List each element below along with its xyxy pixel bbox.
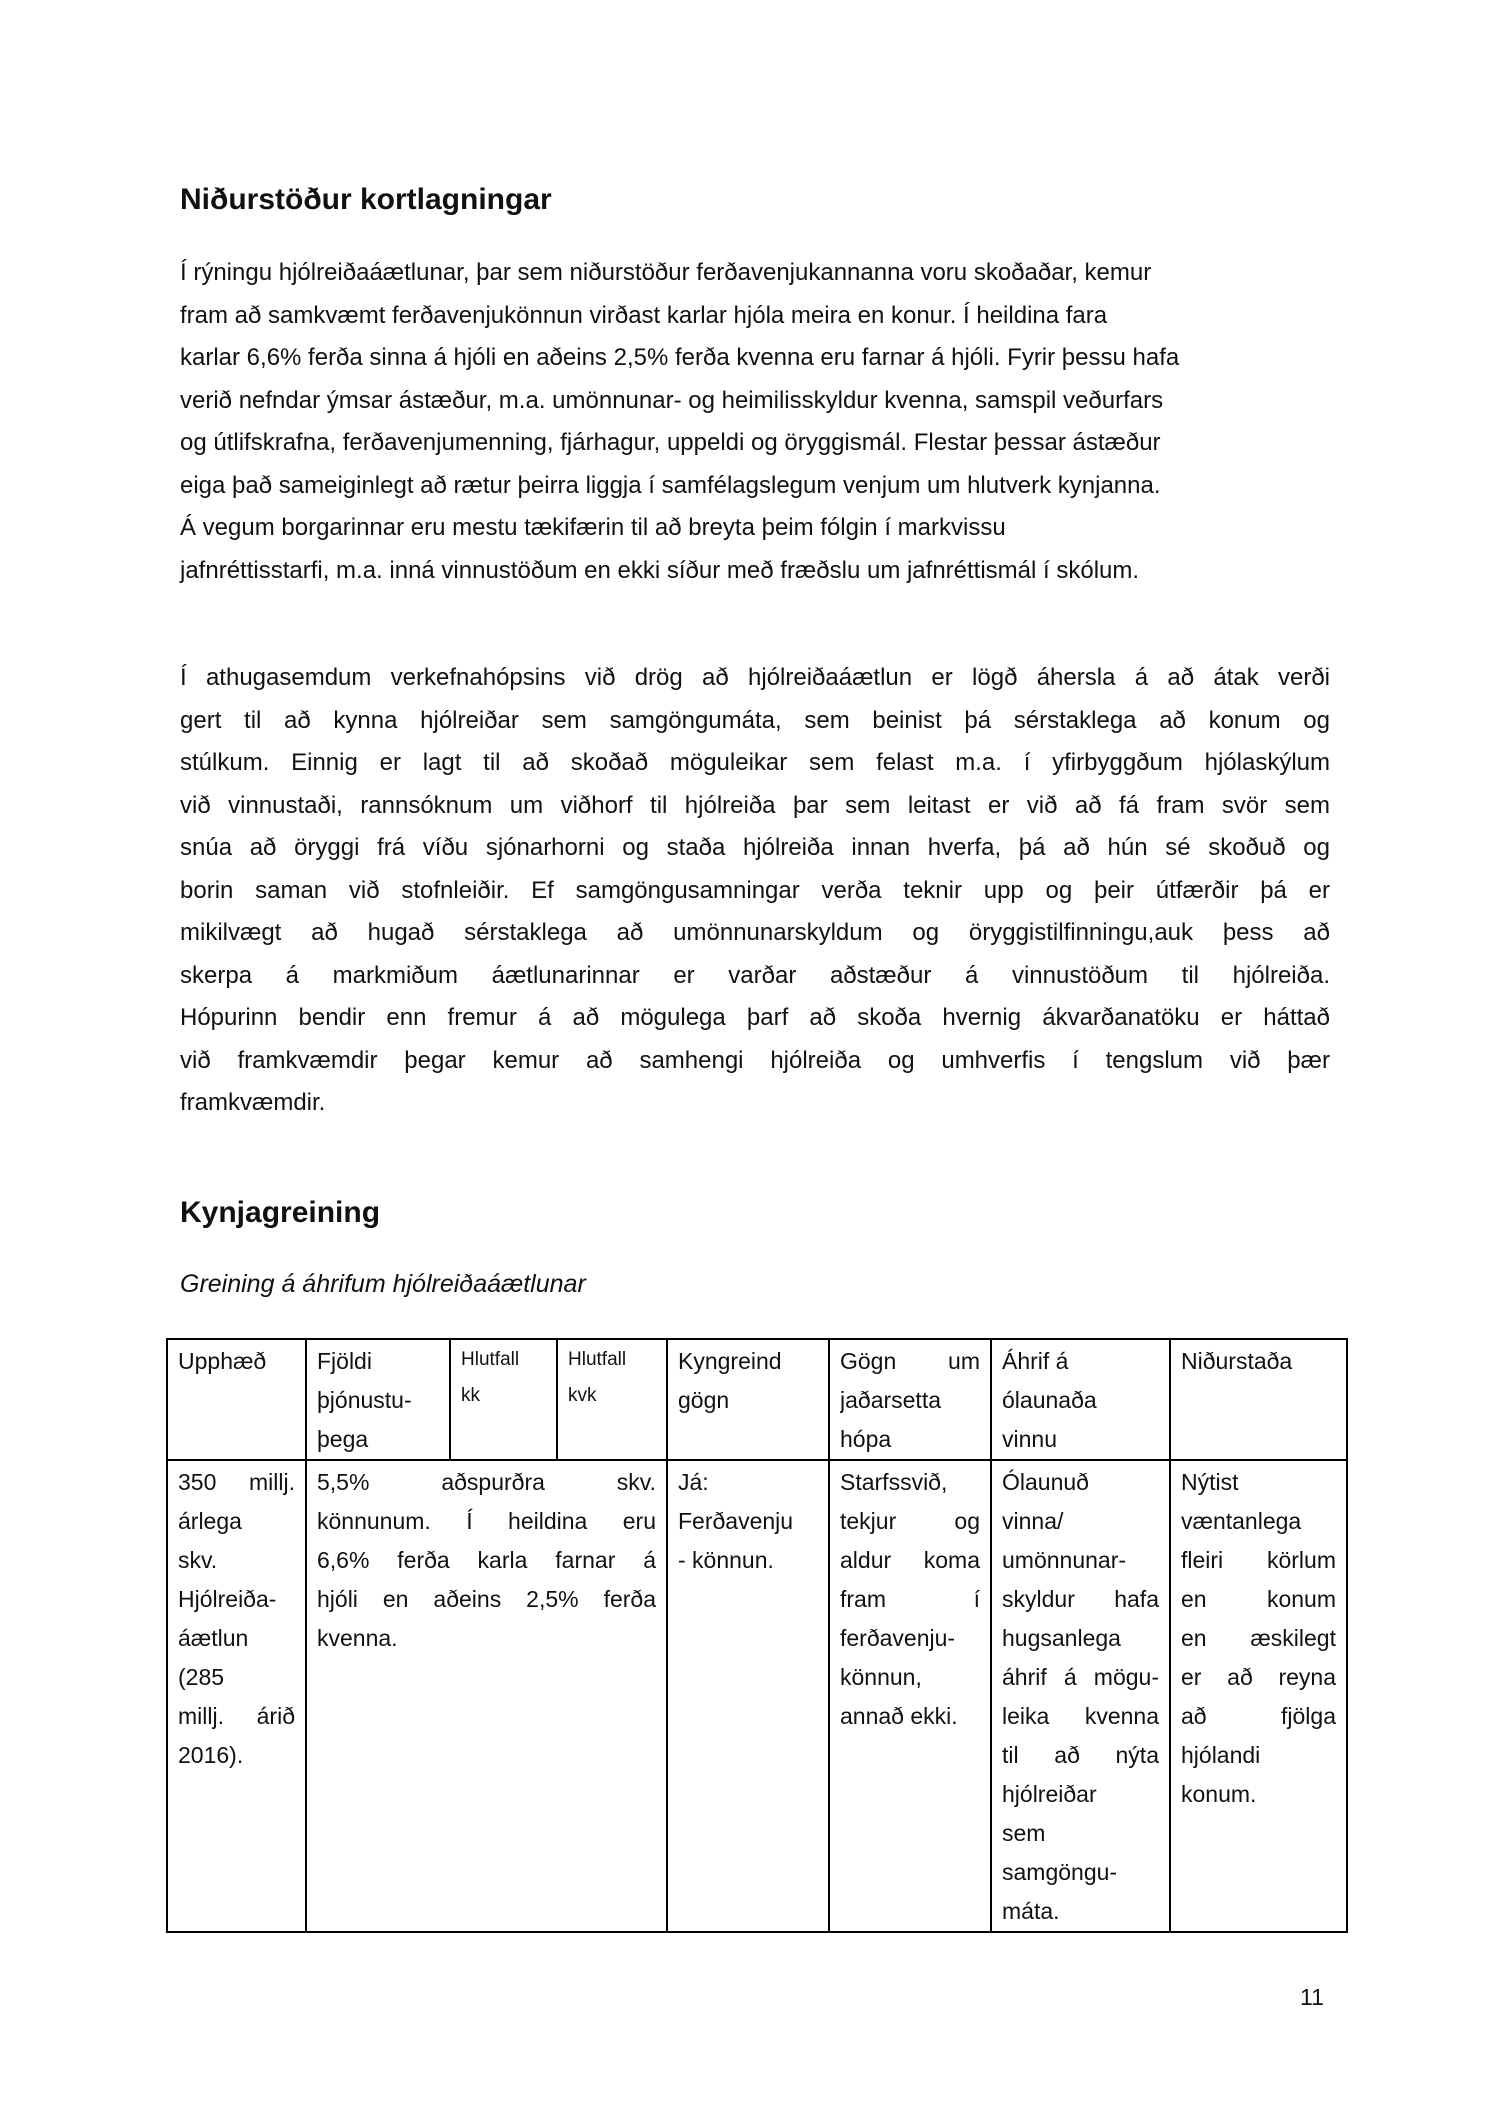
table-cell [306, 1460, 667, 1932]
text-line: karlar 6,6% ferða sinna á hjóli en aðeins 2,5% ferða kvenna eru farnar á hjóli. Fyrir þessu hafa [180, 344, 1180, 371]
cell-line: (285 [178, 1664, 225, 1690]
cell-line: hjóli en aðeins 2,5% ferða [317, 1586, 656, 1612]
text-line: Á vegum borgarinnar eru mestu tækifærin til að breyta þeim fólgin í markvissu [180, 514, 1006, 541]
text-line: borin saman við stofnleiðir. Ef samgöngusamningar verða teknir upp og þeir útfærðir þá er [180, 876, 1330, 904]
cell-line: hjólreiðar [1002, 1781, 1097, 1807]
cell-line: - könnun. [678, 1547, 774, 1573]
text-line: gert til að kynna hjólreiðar sem samgöngumáta, sem beinist þá sérstaklega að konum og [180, 706, 1330, 734]
text-line: við framkvæmdir þegar kemur að samhengi hjólreiða og umhverfis í tengslum við þær [180, 1046, 1330, 1074]
header-cell [557, 1339, 667, 1460]
cell-line: jaðarsetta [840, 1387, 942, 1413]
cell-line: er að reyna [1181, 1664, 1336, 1690]
text-line: eiga það sameiginlegt að rætur þeirra liggja í samfélagslegum venjum um hlutverk kynjanna. [180, 471, 1161, 499]
cell-line: hópa [840, 1426, 892, 1452]
gender-analysis-table [166, 1338, 1348, 1933]
header-cell [1170, 1339, 1347, 1460]
table-caption: Greining á áhrifum hjólreiðaáætlunar [180, 1270, 586, 1298]
text-line: snúa að öryggi frá víðu sjónarhorni og staða hjólreiða innan hverfa, þá að hún sé skoðuð og [180, 834, 1330, 861]
cell-line: skv. [178, 1547, 218, 1573]
cell-line: Starfssvið, [840, 1469, 948, 1495]
section-heading-gender-analysis: Kynjagreining [180, 1196, 381, 1229]
cell-line: Fjöldi [317, 1348, 372, 1374]
cell-line: sem [1002, 1820, 1046, 1846]
text-line: Í rýningu hjólreiðaáætlunar, þar sem niðurstöður ferðavenjukannanna voru skoðaðar, kemur [180, 259, 1152, 286]
cell-line: Nýtist [1181, 1469, 1239, 1495]
cell-line: kvenna. [317, 1625, 398, 1651]
cell-line: aldur koma [840, 1547, 980, 1573]
table-cell [167, 1460, 306, 1932]
cell-line: gögn [678, 1387, 730, 1413]
cell-line: konum. [1181, 1781, 1257, 1807]
cell-line: hjólandi [1181, 1742, 1261, 1768]
table-cell [1170, 1460, 1347, 1932]
cell-line: að fjölga [1181, 1703, 1336, 1729]
section-heading-results: Niðurstöður kortlagningar [180, 183, 552, 216]
cell-line: 5,5% aðspurðra skv. [317, 1469, 656, 1495]
cell-line: Niðurstaða [1181, 1348, 1293, 1374]
text-line: Í athugasemdum verkefnahópsins við drög að hjólreiðaáætlun er lögð áhersla á að átak verði [180, 664, 1330, 691]
cell-line: ólaunaða [1002, 1387, 1097, 1413]
text-line: jafnréttisstarfi, m.a. inná vinnustöðum en ekki síður með fræðslu um jafnréttismál í skólum. [180, 556, 1140, 584]
page-number: 11 [1300, 1984, 1324, 2010]
cell-line: þega [317, 1426, 369, 1452]
paragraph-working-group [180, 657, 1330, 1125]
cell-line: Hlutfall [568, 1349, 627, 1370]
cell-line: 6,6% ferða karla farnar á [317, 1547, 656, 1573]
cell-line: Hlutfall [461, 1349, 520, 1370]
text-line: Hópurinn bendir enn fremur á að mögulega þarf að skoða hvernig ákvarðanatöku er háttað [180, 1004, 1330, 1031]
cell-line: fleiri körlum [1181, 1547, 1336, 1573]
header-cell [667, 1339, 829, 1460]
cell-line: millj. árið [178, 1703, 295, 1729]
cell-line: kvk [568, 1385, 597, 1406]
cell-line: árlega [178, 1508, 242, 1534]
header-cell [829, 1339, 991, 1460]
cell-line: kk [461, 1385, 480, 1406]
cell-line: ferðavenju- [840, 1625, 956, 1651]
cell-line: 2016). [178, 1742, 244, 1768]
cell-line: Ólaunuð [1002, 1469, 1089, 1495]
text-line: fram að samkvæmt ferðavenjukönnun virðast karlar hjóla meira en konur. Í heildina fara [180, 301, 1108, 329]
cell-line: tekjur og [840, 1508, 980, 1534]
header-cell [450, 1339, 557, 1460]
table-row [167, 1460, 1347, 1932]
cell-line: Ferðavenju [678, 1508, 794, 1534]
cell-line: Upphæð [178, 1348, 267, 1374]
cell-line: þjónustu- [317, 1387, 412, 1413]
cell-line: Kyngreind [678, 1348, 782, 1374]
text-line: og útlifskrafna, ferðavenjumenning, fjárhagur, uppeldi og öryggismál. Flestar þessar ástæður [180, 429, 1161, 456]
cell-line: Hjólreiða- [178, 1586, 277, 1612]
paragraph-results [180, 252, 1330, 592]
cell-line: skyldur hafa [1002, 1586, 1159, 1612]
cell-line: samgöngu- [1002, 1859, 1118, 1885]
text-line: við vinnustaði, rannsóknum um viðhorf til hjólreiða þar sem leitast er við að fá fram svör sem [180, 791, 1330, 819]
cell-line: könnun, [840, 1664, 922, 1690]
cell-line: væntanlega [1181, 1508, 1302, 1534]
cell-line: vinna/ [1002, 1508, 1064, 1534]
cell-line: Já: [678, 1469, 709, 1495]
cell-line: könnunum. Í heildina eru [317, 1508, 656, 1534]
header-cell [167, 1339, 306, 1460]
text-line: skerpa á markmiðum áætlunarinnar er varðar aðstæður á vinnustöðum til hjólreiða. [180, 961, 1330, 989]
cell-line: áætlun [178, 1625, 249, 1651]
cell-line: umönnunar- [1002, 1547, 1127, 1573]
cell-line: 350 millj. [178, 1469, 295, 1495]
header-cell [991, 1339, 1170, 1460]
table-header-row [167, 1339, 1347, 1460]
table-cell [991, 1460, 1170, 1932]
cell-line: Áhrif á [1002, 1348, 1069, 1374]
text-line: framkvæmdir. [180, 1089, 326, 1116]
text-line: verið nefndar ýmsar ástæður, m.a. umönnunar- og heimilisskyldur kvenna, samspil veðurfars [180, 386, 1164, 414]
cell-line: áhrif á mögu- [1002, 1664, 1159, 1690]
cell-line: leika kvenna [1002, 1703, 1159, 1729]
cell-line: fram í [840, 1586, 980, 1612]
cell-line: en æskilegt [1181, 1625, 1336, 1651]
text-line: mikilvægt að hugað sérstaklega að umönnunarskyldum og öryggistilfinningu,auk þess að [180, 919, 1330, 946]
cell-line: Gögn um [840, 1348, 980, 1374]
cell-line: til að nýta [1002, 1742, 1159, 1768]
header-cell [306, 1339, 450, 1460]
text-line: stúlkum. Einnig er lagt til að skoðað möguleikar sem felast m.a. í yfirbyggðum hjólaskýlum [180, 749, 1330, 776]
cell-line: hugsanlega [1002, 1625, 1121, 1651]
cell-line: annað ekki. [840, 1703, 958, 1729]
table-cell [667, 1460, 829, 1932]
cell-line: vinnu [1002, 1426, 1057, 1452]
cell-line: en konum [1181, 1586, 1336, 1612]
table-cell [829, 1460, 991, 1932]
cell-line: máta. [1002, 1898, 1060, 1924]
